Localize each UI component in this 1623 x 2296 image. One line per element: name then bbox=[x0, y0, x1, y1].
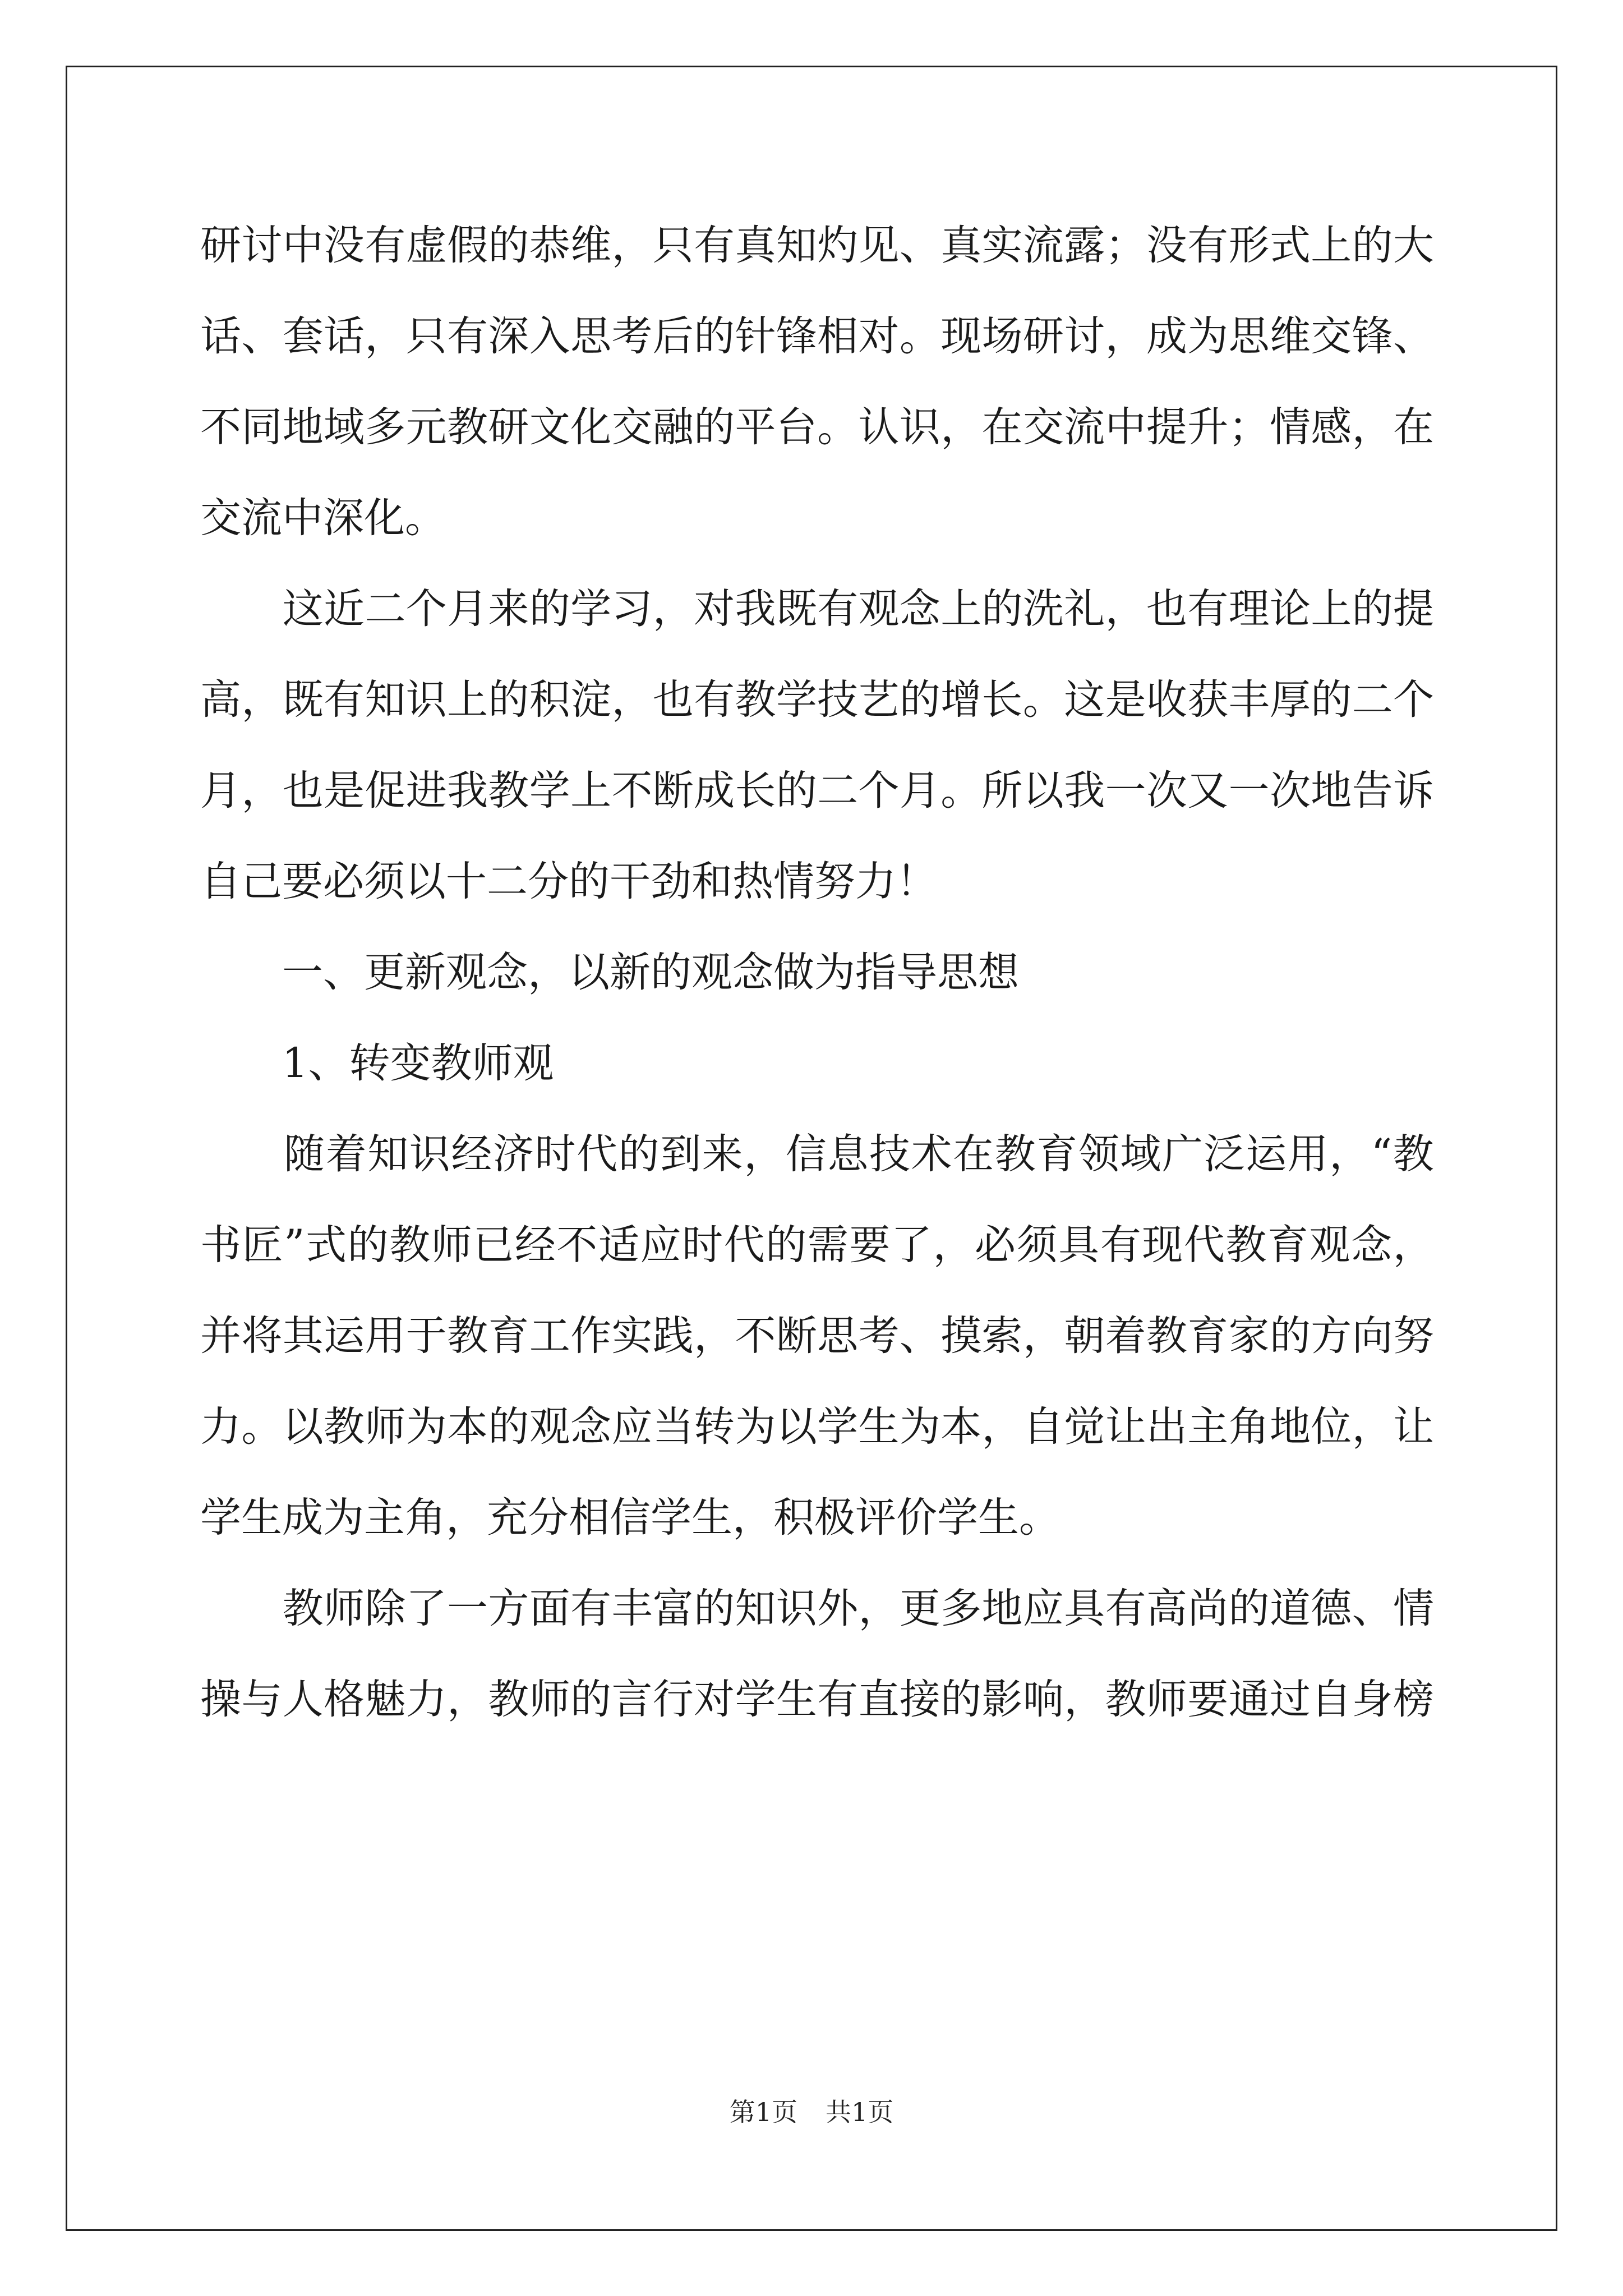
page-total: 共1页 bbox=[826, 2097, 894, 2127]
text-line: 这 近 二 个 月 来 的 学 习 ， 对 我 既 有 观 念 上 的 洗 礼 ， 也 有 理 论 上 的 提 bbox=[282, 585, 1434, 633]
text-line: 月 ， 也 是 促 进 我 教 学 上 不 断 成 长 的 二 个 月 。 所 以 我 一 次 又 一 次 地 告 诉 bbox=[200, 767, 1434, 815]
text-line: 并 将 其 运 用 于 教 育 工 作 实 践 ， 不 断 思 考 、 摸 索 ， 朝 着 教 育 家 的 方 向 努 bbox=[200, 1312, 1434, 1360]
text-line: 高 ， 既 有 知 识 上 的 积 淀 ， 也 有 教 学 技 艺 的 增 长 。 这 是 收 获 丰 厚 的 二 个 bbox=[200, 676, 1434, 724]
text-line: 学生成为主角，充分相信学生，积极评价学生。 bbox=[200, 1494, 1060, 1542]
text-line: 力 。 以 教 师 为 本 的 观 念 应 当 转 为 以 学 生 为 本 ， 自 觉 让 出 主 角 地 位 ， 让 bbox=[200, 1403, 1434, 1451]
text-line: 话 、 套 话 ， 只 有 深 入 思 考 后 的 针 锋 相 对 。 现 场 研 讨 ， 成 为 思 维 交 锋 、 bbox=[200, 312, 1434, 360]
text-line: 一、更新观念，以新的观念做为指导思想 bbox=[200, 949, 1019, 996]
text-line: 研 讨 中 没 有 虚 假 的 恭 维 ， 只 有 真 知 灼 见 、 真 实 流 露 ； 没 有 形 式 上 的 大 bbox=[200, 222, 1434, 269]
text-line: 教 师 除 了 一 方 面 有 丰 富 的 知 识 外 ， 更 多 地 应 具 有 高 尚 的 道 德 、 情 bbox=[282, 1585, 1434, 1632]
text-line: 书 匠 ” 式 的 教 师 已 经 不 适 应 时 代 的 需 要 了 ， 必 须 具 有 现 代 教 育 观 念 ， bbox=[200, 1221, 1434, 1269]
text-line: 不 同 地 域 多 元 教 研 文 化 交 融 的 平 台 。 认 识 ， 在 交 流 中 提 升 ； 情 感 ， 在 bbox=[200, 403, 1434, 451]
text-line: 1、转变教师观 bbox=[200, 1039, 554, 1087]
page-footer bbox=[0, 2095, 1623, 2129]
text-line: 交流中深化。 bbox=[200, 494, 446, 542]
text-line: 随 着 知 识 经 济 时 代 的 到 来 ， 信 息 技 术 在 教 育 领 域 广 泛 运 用 ， “ 教 bbox=[284, 1130, 1434, 1178]
page-number: 第1页 bbox=[729, 2097, 797, 2127]
text-line: 自己要必须以十二分的干劲和热情努力！ bbox=[200, 858, 937, 905]
text-line: 操 与 人 格 魅 力 ， 教 师 的 言 行 对 学 生 有 直 接 的 影 响 ， 教 师 要 通 过 自 身 榜 bbox=[200, 1676, 1434, 1723]
